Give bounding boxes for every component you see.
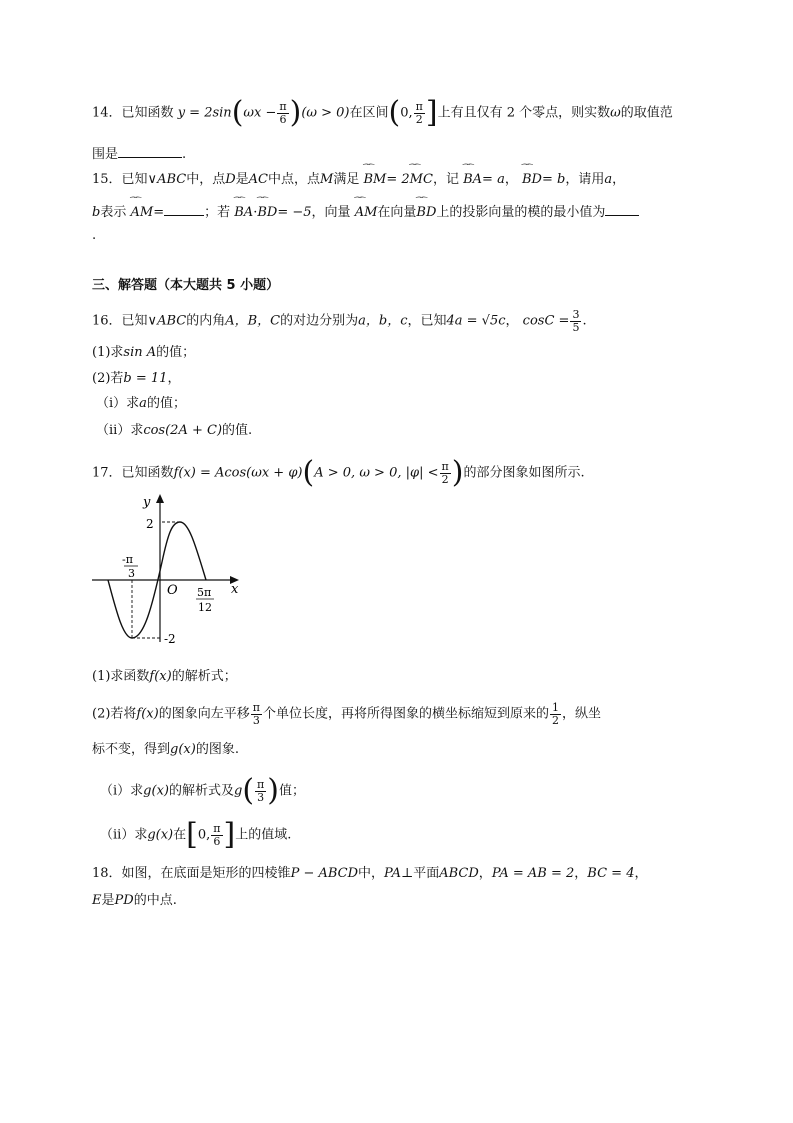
q17-number: 17． [92,465,122,481]
q18-line1: 18．如图，在底面是矩形的四棱锥P − ABCD中，PA⊥平面ABCD，PA = AB = 2，BC = 4， [92,866,648,881]
neg-pi-num: -π [122,553,133,566]
q16-part2: (2)若b = 11， [92,371,181,386]
q17-part2i: （i）求g(x)的解析式及g( $\frac{\pi}{3}$ )值； [100,773,305,808]
q18-number: 18． [92,866,122,881]
origin-label: O [167,583,178,598]
vector-am: ‿‿ AM [355,205,378,221]
section-title: 三、解答题（本大题共 5 小题） [92,278,280,293]
q15-number: 15． [92,172,122,187]
q14-line2: 围是 . [92,147,187,162]
fraction: $\frac{\pi}{6}$ [213,821,221,848]
answer-blank[interactable] [118,145,182,158]
fraction: $\frac{\pi}{3}$ [252,701,260,727]
fraction: $\frac{1}{2}$ [551,701,559,727]
q17-part1: (1)求函数f(x)的解析式； [92,669,237,684]
fraction: $\frac{3}{5}$ [572,308,580,334]
q17-part2: (2)若将f(x)的图象向左平移 $\frac{\pi}{3}$ 个单位长度，再将所得图象的横坐标缩短到原来的 $\frac{1}{2}$ ，纵坐 [92,701,601,727]
vector-bd: ‿‿ BD [522,172,542,188]
q16-part1: (1)求sin A的值； [92,345,196,360]
pos-den: 12 [198,601,212,614]
q16-part2ii: （ii）求cos(2A + C)的值. [96,423,253,438]
fraction: $\frac{\pi}{2}$ [441,459,449,486]
y-label: y [143,495,151,510]
function-graph [88,492,248,652]
vector-ba: ‿‿ BA [234,205,253,221]
q14-number: 14． [92,105,122,121]
q16-part2i: （i）求a的值； [96,396,186,411]
answer-blank[interactable] [164,203,204,216]
vector-am: ‿‿ AM [130,205,153,221]
x-label: x [231,582,239,597]
q17-part2-cont: 标不变，得到g(x)的图象. [92,742,239,757]
vector-bd: ‿‿ BD [257,205,277,221]
q17-part2ii: （ii）求g(x)在[0, $\frac{\pi}{6}$ ]上的值域. [100,817,292,852]
q17-line1: 17．已知函数f(x) = Acos(ωx + φ)(A > 0, ω > 0, |φ| < $\frac{\pi}{2}$ )的部分图象如图所示. [92,455,585,490]
vector-bd: ‿‿ BD [416,205,436,221]
q18-line2: E是PD的中点. [92,893,177,908]
fraction: $\frac{\pi}{3}$ [257,777,265,804]
q15-line2: b表示 ‿‿ AM= ；若 ‿‿ BA·‿‿ BD= −5，向量 ‿‿ AM在向量‿‿ BD上的投影向量的模的最小值为 [92,203,639,221]
q16-line1: 16．已知∨ABC的内角A，B，C的对边分别为a，b，c，已知4a = √5c， cosC = $\frac{3}{5}$ . [92,308,587,334]
fraction: $\frac{\pi}{6}$ [279,99,287,126]
q14-line1: 14．已知函数 y = 2sin(ωx − $\frac{\pi}{6}$ )(ω > 0)在区间(0, $\frac{\pi}{2}$ ]上有且仅有 2 个零点，则实数ω的取值范 [92,95,673,130]
neg-pi-den: 3 [128,567,135,580]
vector-ba: ‿‿ BA [463,172,482,188]
answer-blank[interactable] [605,203,639,216]
ymin-label: -2 [164,632,176,646]
q15-line3: . [92,228,97,243]
vector-bm: ‿‿ BM [364,172,387,188]
fraction: $\frac{\pi}{2}$ [415,99,423,126]
q15-line1: 15．已知∨ABC中，点D是AC中点，点M满足 ‿‿ BM= 2‿‿ MC，记 ‿‿ BA= a， ‿‿ BD= b，请用a， [92,172,625,188]
ymax-label: 2 [146,517,154,531]
pos-num: 5π [197,586,212,599]
q16-number: 16． [92,313,122,329]
vector-mc: ‿‿ MC [410,172,433,188]
